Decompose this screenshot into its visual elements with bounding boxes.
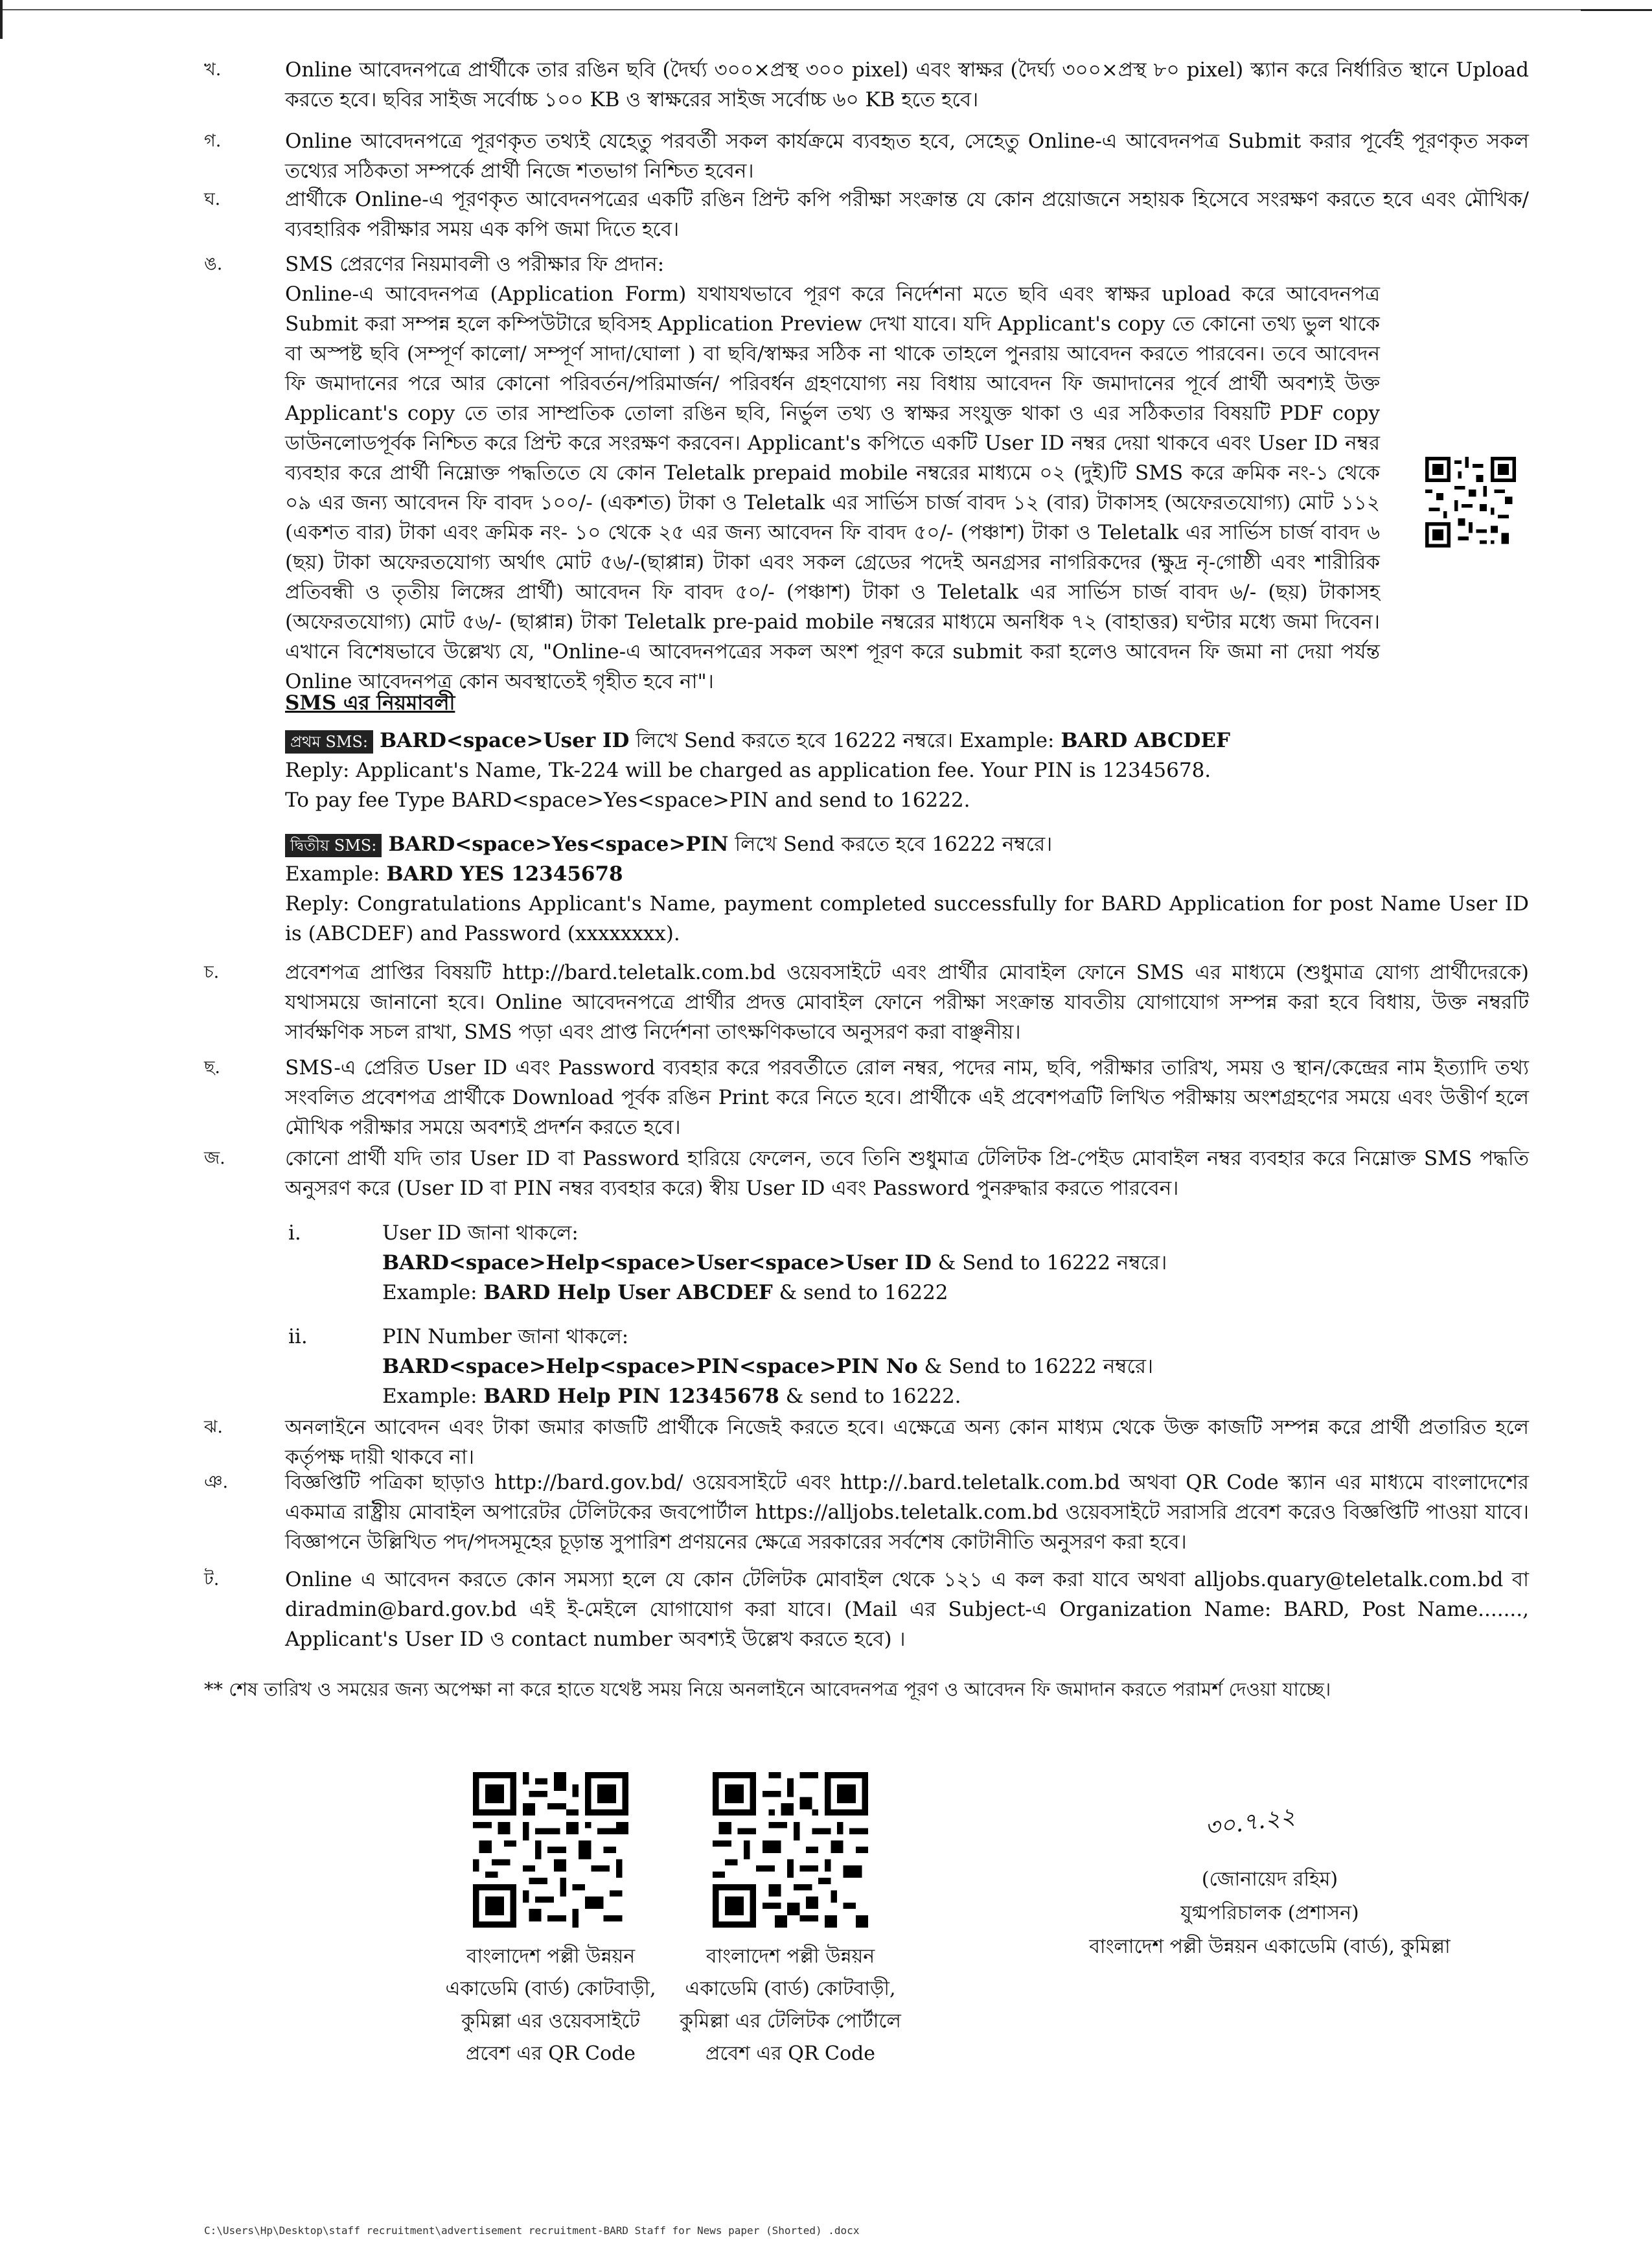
item-marker: ট. [204, 1569, 220, 1589]
first-sms-instruction: লিখে Send করতে হবে 16222 নম্বরে। Example: [629, 729, 1061, 752]
top-rule [0, 9, 1652, 10]
item-marker: জ. [204, 1148, 225, 1168]
handwritten-signature: ৩০.৭.২২ [1203, 1803, 1297, 1842]
first-sms-reply: Reply: Applicant's Name, Tk-224 will be charged as application fee. Your PIN is 12345678. [285, 759, 1211, 782]
item-text: Online আবেদনপত্রে প্রার্থীকে তার রঙিন ছবি (দৈর্ঘ্য ৩০০×প্রস্থ ৩০০ pixel) এবং স্বাক্ষর (দৈর্ঘ্য ৩০০×প্রস্থ ৮০ pixel) স্ক্যান করে নির্ধারিত স্থানে Upload করতে হবে। ছবির সাইজ সর্বোচ্চ ১০০ KB ও স্বাক্ষরের সাইজ সর্বোচ্চ ৬০ KB হতে হবে। [285, 58, 1529, 111]
recovery-example [382, 1381, 1484, 1411]
recovery-body [382, 1218, 1484, 1308]
recovery-command-code: BARD<space>Help<space>User<space>User ID [382, 1251, 932, 1274]
first-sms-body [285, 726, 1529, 815]
recovery-number: ii. [288, 1325, 308, 1348]
signatory-title: যুগ্মপরিচালক (প্রশাসন) [1180, 1902, 1359, 1924]
recovery-title: User ID জানা থাকলে: [382, 1221, 579, 1245]
signatory-name: (জোনায়েদ রহিম) [1201, 1868, 1338, 1891]
first-sms-example: BARD ABCDEF [1061, 729, 1231, 752]
recovery-example-code: BARD Help PIN 12345678 [483, 1385, 779, 1408]
first-sms-command: BARD<space>User ID [379, 729, 630, 752]
recovery-title: PIN Number জানা থাকলে: [382, 1325, 629, 1348]
item-marker: চ. [204, 962, 220, 982]
item-text: Online আবেদনপত্রে পূরণকৃত তথ্যই যেহেতু পরবর্তী সকল কার্যক্রমে ব্যবহৃত হবে, সেহেতু Online-এ আবেদনপত্র Submit করার পূর্বেই পূরণকৃত সকল তথ্যের সঠিকতা সম্পর্কে প্রার্থী নিজে শতভাগ নিশ্চিত হবেন। [285, 130, 1529, 183]
recovery-command-rest: & Send to 16222 নম্বরে। [931, 1251, 1167, 1274]
item-heading: SMS প্রেরণের নিয়মাবলী ও পরীক্ষার ফি প্রদান: [285, 253, 665, 276]
item-text: বিজ্ঞপ্তিটি পত্রিকা ছাড়াও http://bard.gov.bd/ ওয়েবসাইটে এবং http://.bard.teletalk.com.bd অথবা QR Code স্ক্যান এর মাধ্যমে বাংলাদেশের একমাত্র রাষ্ট্রীয় মোবাইল অপারেটর টেলিটকের জবপোর্টাল https://alljobs.teletalk.com.bd ওয়েবসাইটে সরাসরি প্রবেশ করেও বিজ্ঞপ্তিটি পাওয়া যাবে। বিজ্ঞাপনে উল্লিখিত পদ/পদসমূহের চূড়ান্ত সুপারিশ প্রণয়নের ক্ষেত্রে সরকারের সর্বশেষ কোটানীতি অনুসরণ করা হবে। [285, 1471, 1529, 1554]
caption-line: প্রবেশ এর QR Code [466, 2042, 636, 2065]
second-sms-example-line [285, 859, 1529, 889]
item-marker: খ. [204, 60, 222, 80]
caption-line: প্রবেশ এর QR Code [706, 2042, 875, 2065]
item-text: অনলাইনে আবেদন এবং টাকা জমার কাজটি প্রার্থীকে নিজেই করতে হবে। এক্ষেত্রে অন্য কোন মাধ্যম থেকে উক্ত কাজটি সম্পন্ন করে প্রার্থী প্রতারিত হলে কর্তৃপক্ষ দায়ী থাকবে না। [285, 1416, 1529, 1469]
second-sms-body [285, 829, 1529, 949]
recovery-command [382, 1352, 1484, 1381]
second-sms-instruction: লিখে Send করতে হবে 16222 নম্বরে। [728, 833, 1053, 856]
first-sms-pay-instruction: To pay fee Type BARD<space>Yes<space>PIN and send to 16222. [285, 789, 970, 812]
recovery-example-rest: & send to 16222 [772, 1281, 948, 1304]
first-sms-line [285, 726, 1529, 755]
qr-caption-bard-website [421, 1941, 680, 2070]
advisory-note: ** শেষ তারিখ ও সময়ের জন্য অপেক্ষা না করে হাতে যথেষ্ট সময় নিয়ে অনলাইনে আবেদনপত্র পূরণ ও আবেদন ফি জমাদান করতে পরামর্শ দেওয়া যাচ্ছে। [204, 1678, 1331, 1700]
caption-line: বাংলাদেশ পল্লী উন্নয়ন [466, 1945, 636, 1968]
second-sms-reply: Reply: Congratulations Applicant's Name, payment completed successfully for BARD Application for post Name User ID is (ABCDEF) and Password (xxxxxxxx). [285, 892, 1529, 945]
top-rule-right [1581, 9, 1652, 11]
item-body [285, 249, 1529, 697]
item-text: Online এ আবেদন করতে কোন সমস্যা হলে যে কোন টেলিটক মোবাইল থেকে ১২১ এ কল করা যাবে অথবা alljobs.quary@teletalk.com.bd বা diradmin@bard.gov.bd এই ই-মেইলে যোগাযোগ করা যাবে। (Mail এর Subject-এ Organization Name: BARD, Post Name......., Applicant's User ID ও contact number অবশ্যই উল্লেখ করতে হবে) । [285, 1568, 1529, 1651]
signatory-block [1050, 1863, 1490, 1964]
item-text: Online-এ আবেদনপত্র (Application Form) যথাযথভাবে পূরণ করে নির্দেশনা মতে ছবি এবং স্বাক্ষর upload করে আবেদনপত্র Submit করা সম্পন্ন হলে কম্পিউটারে ছবিসহ Application Preview দেখা যাবে। যদি Applicant's copy তে কোনো তথ্য ভুল থাকে বা অস্পষ্ট ছবি (সম্পূর্ণ কালো/ সম্পূর্ণ সাদা/ঘোলা ) বা ছবি/স্বাক্ষর সঠিক না থাকে তাহলে পুনরায় আবেদন করতে পারবেন। তবে আবেদন ফি জমাদানের পরে আর কোনো পরিবর্তন/পরিমার্জন/ পরিবর্ধন গ্রহণযোগ্য নয় বিধায় আবেদন ফি জমাদানের পূর্বে প্রার্থী অবশ্যই উক্ত Applicant's copy তে তার সাম্প্রতিক তোলা রঙিন ছবি, নির্ভুল তথ্য ও স্বাক্ষর সংযুক্ত থাকা ও এর সঠিকতার বিষয়টি PDF copy ডাউনলোডপূর্বক নিশ্চিত করে প্রিন্ট করে সংরক্ষণ করবেন। Applicant's কপিতে একটি User ID নম্বর দেয়া থাকবে এবং User ID নম্বর ব্যবহার করে প্রার্থী নিম্নোক্ত পদ্ধতিতে যে কোন Teletalk prepaid mobile নম্বরের মাধ্যমে ০২ (দুই)টি SMS করে ক্রমিক নং-১ থেকে ০৯ এর জন্য আবেদন ফি বাবদ ১০০/- (একশত) টাকা ও Teletalk এর সার্ভিস চার্জ বাবদ ১২ (বার) টাকাসহ (অফেরতযোগ্য) মোট ১১২ (একশত বার) টাকা এবং ক্রমিক নং- ১০ থেকে ২৫ এর জন্য আবেদন ফি বাবদ ৫০/- (পঞ্চাশ) টাকা ও Teletalk এর সার্ভিস চার্জ বাবদ ৬ (ছয়) টাকা অফেরতযোগ্য অর্থাৎ মোট ৫৬/-(ছাপ্পান্ন) টাকা এবং সকল গ্রেডের পদেই অনগ্রসর নাগরিকদের (ক্ষুদ্র নৃ-গোষ্ঠী এবং শারীরিক প্রতিবন্ধী ও তৃতীয় লিঙ্গের প্রার্থী) আবেদন ফি বাবদ ৫০/- (পঞ্চাশ) টাকা ও Teletalk এর সার্ভিস চার্জ বাবদ ৬/- (ছয়) টাকাসহ (অফেরতযোগ্য) মোট ৫৬/- (ছাপ্পান্ন) টাকা Teletalk pre-paid mobile নম্বরের মাধ্যমে অনধিক ৭২ (বাহাত্তর) ঘণ্টার মধ্যে জমা দিবেন। এখানে বিশেষভাবে উল্লেখ্য যে, "Online-এ আবেদনপত্রের সকল অংশ পূরণ করে submit করা হলেও আবেদন ফি জমা না দেয়া পর্যন্ত Online আবেদনপত্র কোন অবস্থাতেই গৃহীত হবে না"। [285, 282, 1380, 693]
recovery-example-rest: & send to 16222. [779, 1385, 961, 1408]
item-text: প্রবেশপত্র প্রাপ্তির বিষয়টি http://bard.teletalk.com.bd ওয়েবসাইটে এবং প্রার্থীর মোবাইল ফোনে SMS এর মাধ্যমে (শুধুমাত্র যোগ্য প্রার্থীদেরকে) যথাসময়ে জানানো হবে। Online আবেদনপত্রে প্রার্থীর প্রদত্ত মোবাইল ফোনে পরীক্ষা সংক্রান্ত যাবতীয় যোগাযোগ সম্পন্ন করা হবে বিধায়, উক্ত নম্বরটি সার্বক্ষণিক সচল রাখা, SMS পড়া এবং প্রাপ্ত নির্দেশনা তাৎক্ষণিকভাবে অনুসরণ করা বাঞ্ছনীয়। [285, 961, 1529, 1044]
sms-rules-heading: SMS এর নিয়মাবলী [285, 691, 455, 715]
caption-line: কুমিল্লা এর টেলিটক পোর্টালে [680, 2010, 901, 2033]
recovery-command-code: BARD<space>Help<space>PIN<space>PIN No [382, 1355, 918, 1378]
caption-line: একাডেমি (বার্ড) কোটবাড়ী, [445, 1978, 656, 2000]
item-marker: গ. [204, 131, 222, 151]
first-sms-tag: প্রথম SMS: [285, 730, 373, 754]
recovery-command [382, 1248, 1484, 1278]
recovery-command-rest: & Send to 16222 নম্বরে। [917, 1355, 1154, 1378]
second-sms-tag: দ্বিতীয় SMS: [285, 834, 382, 857]
recovery-example-label: Example: [382, 1281, 484, 1304]
item-marker: ছ. [204, 1057, 220, 1078]
recovery-body [382, 1322, 1484, 1411]
item-text: SMS-এ প্রেরিত User ID এবং Password ব্যবহার করে পরবর্তীতে রোল নম্বর, পদের নাম, ছবি, পরীক্ষার তারিখ, সময় ও স্থান/কেন্দ্রের নাম ইত্যাদি তথ্য সংবলিত প্রবেশপত্র প্রার্থীকে Download পূর্বক রঙিন Print করে নিতে হবে। প্রার্থীকে এই প্রবেশপত্রটি লিখিত পরীক্ষায় অংশগ্রহণের সময়ে এবং উত্তীর্ণ হলে মৌখিক পরীক্ষার সময়ে অবশ্যই প্রদর্শন করতে হবে। [285, 1056, 1529, 1139]
file-path-footer: C:\Users\Hp\Desktop\staff recruitment\advertisement recruitment-BARD Staff for News paper (Shorted) .docx [204, 2224, 860, 2237]
item-text: কোনো প্রার্থী যদি তার User ID বা Password হারিয়ে ফেলেন, তবে তিনি শুধুমাত্র টেলিটক প্রি-পেইড মোবাইল নম্বর ব্যবহার করে নিম্নোক্ত SMS পদ্ধতি অনুসরণ করে (User ID বা PIN নম্বর ব্যবহার করে) স্বীয় User ID এবং Password পুনরুদ্ধার করতে পারবেন। [285, 1147, 1529, 1200]
item-marker: ঘ. [204, 189, 221, 209]
inline-qr-code [1412, 457, 1529, 548]
caption-line: কুমিল্লা এর ওয়েবসাইটে [461, 2010, 640, 2033]
item-marker: ঞ. [204, 1472, 229, 1492]
qr-code-bard-website [473, 1772, 628, 1928]
item-text: প্রার্থীকে Online-এ পূরণকৃত আবেদনপত্রের একটি রঙিন প্রিন্ট কপি পরীক্ষা সংক্রান্ত যে কোন প্রয়োজনে সহায়ক হিসেবে সংরক্ষণ করতে হবে এবং মৌখিক/ব্যবহারিক পরীক্ষার সময় এক কপি জমা দিতে হবে। [285, 188, 1529, 241]
second-sms-example: BARD YES 12345678 [386, 862, 623, 886]
qr-code-teletalk-portal [713, 1772, 868, 1928]
caption-line: বাংলাদেশ পল্লী উন্নয়ন [706, 1945, 875, 1968]
recovery-number: i. [288, 1221, 301, 1245]
item-marker: ঝ. [204, 1417, 224, 1437]
recovery-example [382, 1278, 1484, 1308]
item-marker: ঙ. [204, 254, 223, 274]
recovery-example-label: Example: [382, 1385, 484, 1408]
second-sms-command: BARD<space>Yes<space>PIN [388, 833, 729, 856]
recovery-example-code: BARD Help User ABCDEF [483, 1281, 773, 1304]
second-sms-example-label: Example: [285, 862, 387, 886]
caption-line: একাডেমি (বার্ড) কোটবাড়ী, [685, 1978, 896, 2000]
left-edge-mark [0, 0, 3, 39]
signatory-organization: বাংলাদেশ পল্লী উন্নয়ন একাডেমি (বার্ড), কুমিল্লা [1089, 1935, 1451, 1958]
second-sms-line [285, 829, 1529, 859]
qr-caption-teletalk-portal [654, 1941, 926, 2070]
sms-rules-body [285, 688, 1529, 718]
